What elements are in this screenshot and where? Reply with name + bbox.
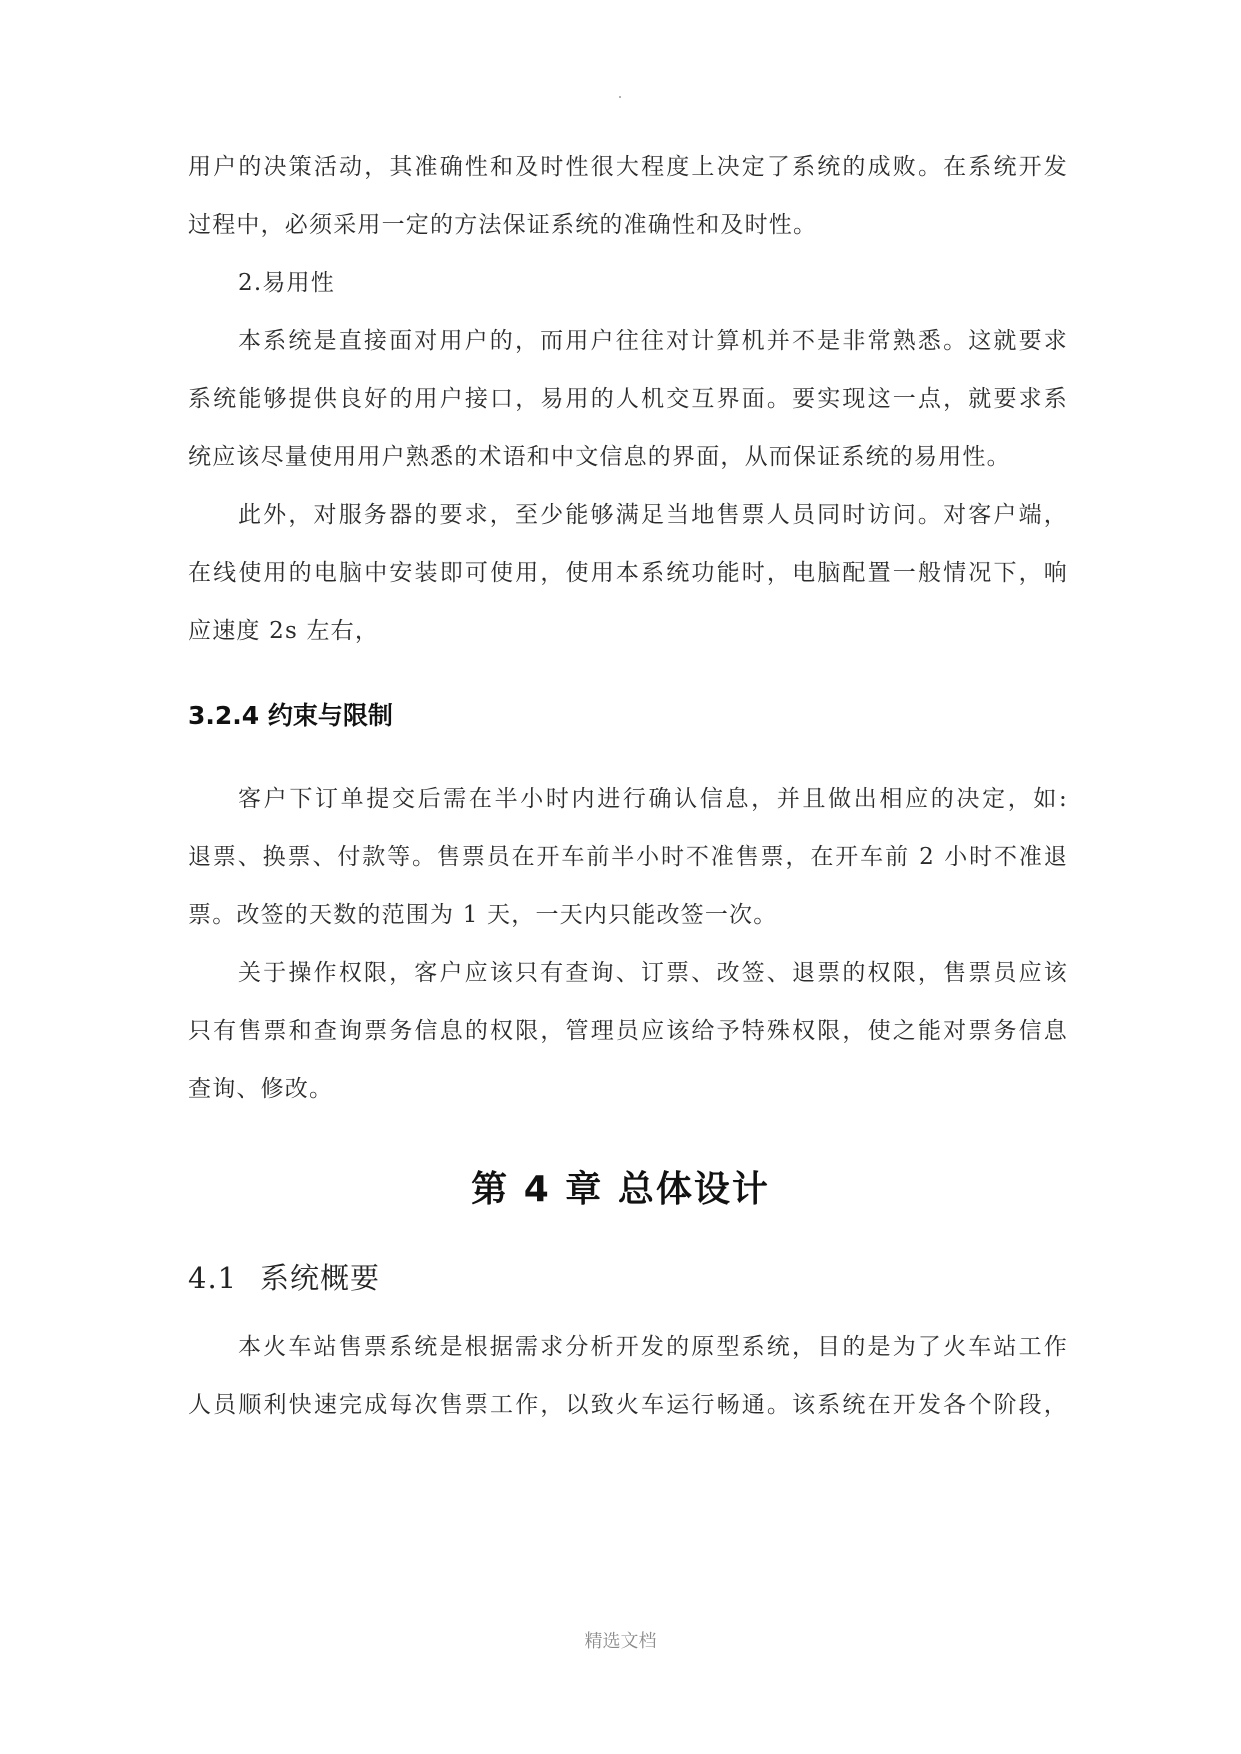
- page-footer: 精选文档: [584, 1631, 657, 1652]
- paragraph-5-line-3: 查询、修改。: [188, 1076, 334, 1102]
- paragraph-1-line-2: 过程中，必须采用一定的方法保证系统的准确性和及时性。: [188, 212, 818, 238]
- section-4-1-number: 4.1: [188, 1261, 238, 1295]
- paragraph-5-line-1: 关于操作权限，客户应该只有查询、订票、改签、退票的权限，售票员应该: [238, 960, 1068, 986]
- paragraph-3-line-3: 应速度 2s 左右，: [188, 618, 380, 644]
- section-4-1-title: 系统概要: [260, 1261, 381, 1295]
- paragraph-6-line-1: 本火车站售票系统是根据需求分析开发的原型系统，目的是为了火车站工作: [238, 1334, 1068, 1360]
- paragraph-3-line-1: 此外，对服务器的要求，至少能够满足当地售票人员同时访问。对客户端，: [238, 502, 1068, 528]
- paragraph-2-line-1: 本系统是直接面对用户的，而用户往往对计算机并不是非常熟悉。这就要求: [238, 328, 1068, 354]
- paragraph-5-line-2: 只有售票和查询票务信息的权限，管理员应该给予特殊权限，使之能对票务信息: [188, 1018, 1068, 1044]
- paragraph-2-line-3: 统应该尽量使用用户熟悉的术语和中文信息的界面，从而保证系统的易用性。: [188, 444, 1011, 470]
- paragraph-4-line-1: 客户下订单提交后需在半小时内进行确认信息，并且做出相应的决定，如:: [238, 786, 1068, 812]
- paragraph-3-line-2: 在线使用的电脑中安装即可使用，使用本系统功能时，电脑配置一般情况下，响: [188, 560, 1068, 586]
- paragraph-1-line-1: 用户的决策活动，其准确性和及时性很大程度上决定了系统的成败。在系统开发: [188, 154, 1068, 180]
- section-4-1-heading: [188, 1260, 380, 1296]
- paragraph-4-line-3: 票。改签的天数的范围为 1 天，一天内只能改签一次。: [188, 902, 778, 928]
- paragraph-2-line-2: 系统能够提供良好的用户接口，易用的人机交互界面。要实现这一点，就要求系: [188, 386, 1068, 412]
- paragraph-4-line-2: 退票、换票、付款等。售票员在开车前半小时不准售票，在开车前 2 小时不准退: [188, 844, 1068, 870]
- chapter-4-heading: 第 4 章 总体设计: [471, 1169, 770, 1210]
- item-2-title: 2.易用性: [238, 270, 335, 296]
- section-3-2-4-heading: 3.2.4 约束与限制: [188, 701, 393, 730]
- paragraph-6-line-2: 人员顺利快速完成每次售票工作，以致火车运行畅通。该系统在开发各个阶段，: [188, 1392, 1068, 1418]
- page-marker-dot: [619, 96, 621, 98]
